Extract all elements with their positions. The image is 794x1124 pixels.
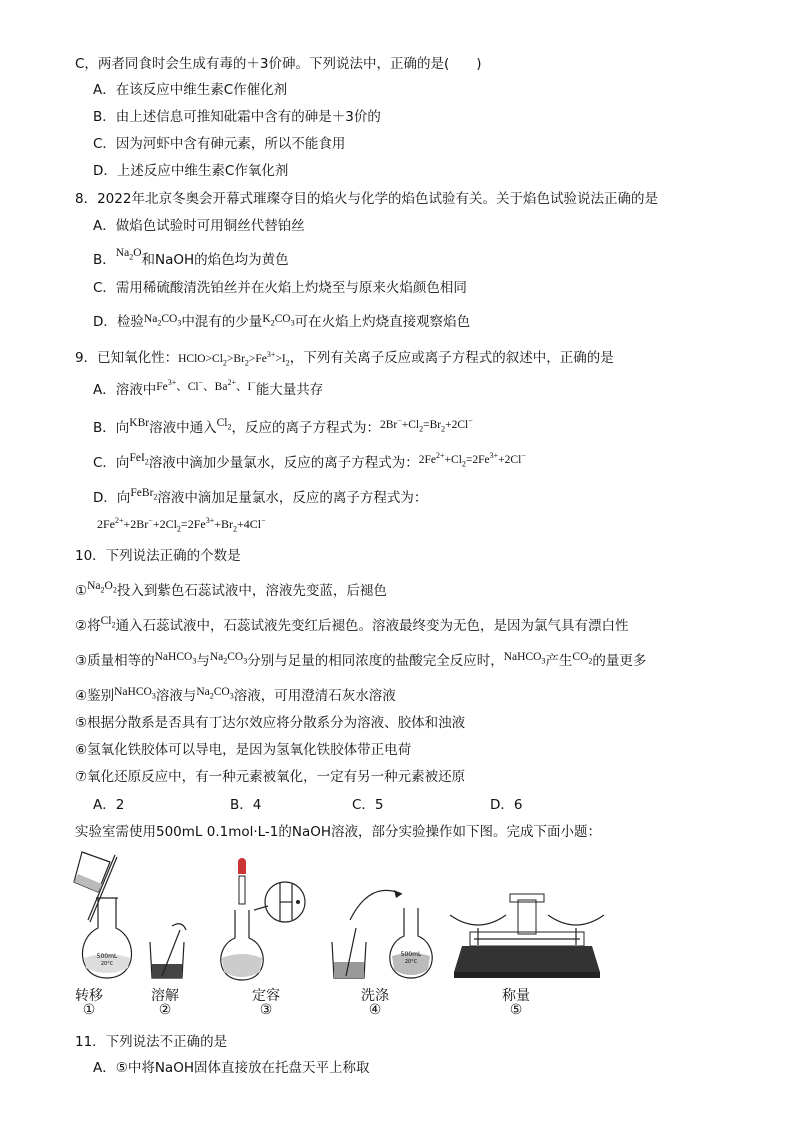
washing-flask-volume-label: 500mL (400, 951, 422, 958)
q10-statement-1: $①Na_2O_2$投入到紫色石蕊试液中，溶液先变蓝，后褪色 (75, 580, 387, 599)
step-label-washing: 洗涤 (361, 988, 389, 1004)
q11-stem: 11．下列说法不正确的是 (75, 1034, 228, 1050)
volume-apparatus (221, 858, 305, 980)
q10-statement-3: ③质量相等的NaHCO$_3$与$Na_2CO_3$分别与足量的相同浓度的盐酸完全反应时，NaHCO$_3$产生$CO_2$的量更多 (75, 651, 647, 669)
q10-option-b: B．4 (230, 797, 262, 813)
q10-option-c: C．5 (352, 797, 384, 813)
step-label-dissolve: 溶解 (151, 988, 179, 1004)
q9-option-c: C．向FeI$_2$溶液中滴加少量氯水，反应的离子方程式为：$2Fe^{2+}+Cl_2=2Fe^{3+}+2Cl^-$ (93, 451, 526, 471)
step-number-1: ① (82, 1002, 96, 1018)
q7-option-b: B．由上述信息可推知砒霜中含有的砷是＋3价的 (93, 109, 381, 125)
q10-statement-5: ⑤根据分散系是否具有丁达尔效应将分散系分为溶液、胶体和浊液 (75, 715, 466, 731)
q10-option-a: A．2 (93, 797, 125, 813)
q8-option-a: A．做焰色试验时可用铜丝代替铂丝 (93, 218, 305, 234)
q8-stem: 8．2022年北京冬奥会开幕式璀璨夺目的焰火与化学的焰色试验有关。关于焰色试验说法正确的是 (75, 191, 658, 207)
q8-option-b: B．$Na_2O$和NaOH的焰色均为黄色 (93, 247, 289, 268)
transfer-flask-temp-label: 20°C (100, 961, 114, 967)
q9-option-a: A．溶液中$Fe^{3+}$、Cl−、$Ba^{2+}$、I−能大量共存 (93, 378, 324, 398)
step-label-volume: 定容 (252, 988, 280, 1004)
transfer-flask-volume-label: 500mL (96, 953, 118, 960)
balance-apparatus (450, 894, 604, 978)
transfer-apparatus (74, 852, 132, 978)
q7-option-d: D．上述反应中维生素C作氧化剂 (93, 163, 289, 179)
q8-option-c: C．需用稀硫酸清洗铂丝并在火焰上灼烧至与原来火焰颜色相同 (93, 280, 467, 296)
q9-stem: 9．已知氧化性：$HClO>Cl_2>Br_2>Fe^{3+}>I_2$，下列有关离子反应或离子方程式的叙述中，正确的是 (75, 350, 614, 368)
step-label-transfer: 转移 (75, 988, 103, 1004)
q10-statement-4: ④鉴别NaHCO$_3$溶液与$Na_2CO_3$溶液，可用澄清石灰水溶液 (75, 686, 396, 704)
lab-procedure-figure (70, 850, 720, 990)
lab-intro: 实验室需使用500mL 0.1mol·L-1的NaOH溶液，部分实验操作如下图。完成下面小题： (75, 824, 602, 840)
washing-flask-temp-label: 20°C (404, 959, 418, 965)
q8-option-d: D．检验$Na_2CO_3$中混有的少量$K_2CO_3$可在火焰上灼烧直接观察焰色 (93, 313, 471, 330)
dissolve-apparatus (150, 924, 186, 978)
step-number-5: ⑤ (509, 1002, 523, 1018)
q9-option-d: D．向FeBr$_2$溶液中滴加足量氯水，反应的离子方程式为： (93, 487, 428, 506)
q10-statement-7: ⑦氧化还原反应中，有一种元素被氧化，一定有另一种元素被还原 (75, 769, 466, 785)
q7-option-c: C．因为河虾中含有砷元素，所以不能食用 (93, 136, 346, 152)
q7-stem-tail: C，两者同食时会生成有毒的＋3价砷。下列说法中，正确的是( ) (75, 56, 482, 72)
q10-stem: 10．下列说法正确的个数是 (75, 548, 241, 564)
step-number-2: ② (158, 1002, 172, 1018)
q9-option-b: B．向KBr溶液中通入$Cl_2$，反应的离子方程式为：$2Br^-+Cl_2=Br_2+2Cl^-$ (93, 416, 473, 436)
q10-option-d: D．6 (490, 797, 523, 813)
q9-option-d-equation: $2Fe^{2+}+2Br^-+2Cl_2=2Fe^{3+}+Br_2+4Cl^-$ (97, 516, 266, 534)
q10-statement-2: ②将$Cl_2$通入石蕊试液中，石蕊试液先变红后褪色。溶液最终变为无色，是因为氯气具有漂白性 (75, 615, 629, 634)
q11-option-a: A．⑤中将NaOH固体直接放在托盘天平上称取 (93, 1060, 370, 1076)
q10-statement-6: ⑥氢氧化铁胶体可以导电，是因为氢氧化铁胶体带正电荷 (75, 742, 412, 758)
step-label-weighing: 称量 (502, 988, 530, 1004)
step-number-3: ③ (259, 1002, 273, 1018)
step-number-4: ④ (368, 1002, 382, 1018)
washing-apparatus (332, 890, 432, 978)
q7-option-a: A．在该反应中维生素C作催化剂 (93, 82, 288, 98)
